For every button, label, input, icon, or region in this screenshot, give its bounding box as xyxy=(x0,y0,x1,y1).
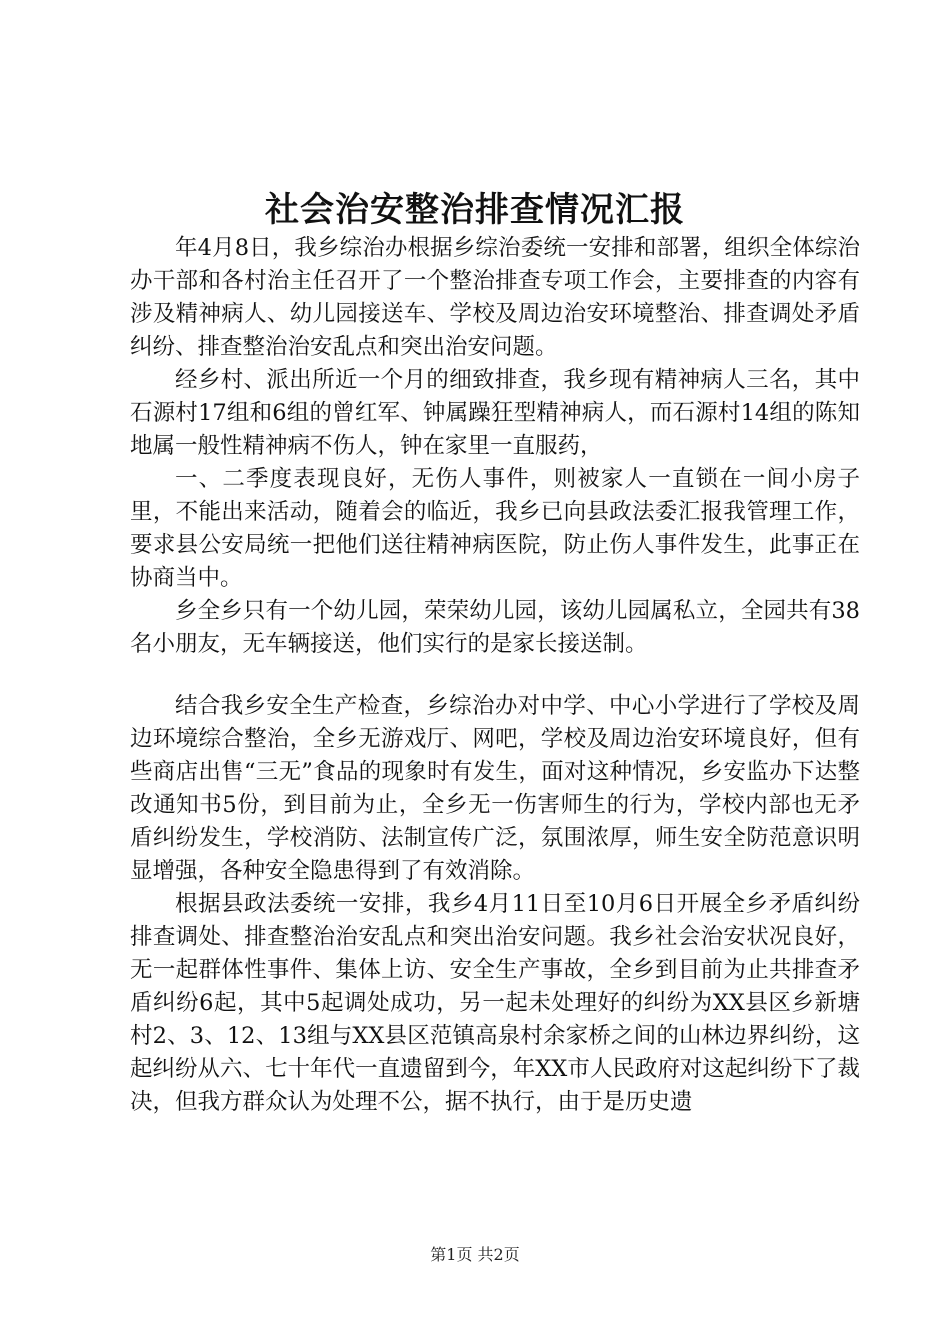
document-title: 社会治安整治排查情况汇报 xyxy=(265,190,685,230)
paragraph-6: 根据县政法委统一安排，我乡4月11日至10月6日开展全乡矛盾纠纷排查调处、排查整治治安乱点和突出治安问题。我乡社会治安状况良好，无一起群体性事件、集体上访、安全生产事故，全乡到目前为止共排查矛盾纠纷6起，其中5起调处成功，另一起未处理好的纠纷为XX县区乡新塘村2、3、12、13组与XX县区范镇高泉村余家桥之间的山林边界纠纷，这起纠纷从六、七十年代一直遗留到今，年XX市人民政府对这起纠纷下了裁决，但我方群众认为处理不公，据不执行，由于是历史遗 xyxy=(130,891,860,1115)
page-footer: 第1页 共2页 xyxy=(430,1245,520,1264)
paragraph-4: 乡全乡只有一个幼儿园，荣荣幼儿园，该幼儿园属私立，全园共有38名小朋友，无车辆接送，他们实行的是家长接送制。 xyxy=(130,598,860,657)
document-body xyxy=(130,232,860,1119)
paragraph-2: 经乡村、派出所近一个月的细致排查，我乡现有精神病人三名，其中石源村17组和6组的曾红军、钟属躁狂型精神病人，而石源村14组的陈知地属一般性精神病不伤人，钟在家里一直服药， xyxy=(130,367,860,459)
paragraph-1: 年4月8日，我乡综治办根据乡综治委统一安排和部署，组织全体综治办干部和各村治主任召开了一个整治排查专项工作会，主要排查的内容有涉及精神病人、幼儿园接送车、学校及周边治安环境整治、排查调处矛盾纠纷、排查整治治安乱点和突出治安问题。 xyxy=(130,235,860,360)
paragraph-5: 结合我乡安全生产检查，乡综治办对中学、中心小学进行了学校及周边环境综合整治，全乡无游戏厅、网吧，学校及周边治安环境良好，但有些商店出售“三无”食品的现象时有发生，面对这种情况，乡安监办下达整改通知书5份，到目前为止，全乡无一伤害师生的行为，学校内部也无矛盾纠纷发生，学校消防、法制宣传广泛，氛围浓厚，师生安全防范意识明显增强，各种安全隐患得到了有效消除。 xyxy=(130,693,860,884)
paragraph-3: 一、二季度表现良好，无伤人事件，则被家人一直锁在一间小房子里，不能出来活动，随着会的临近，我乡已向县政法委汇报我管理工作，要求县公安局统一把他们送往精神病医院，防止伤人事件发生，此事正在协商当中。 xyxy=(130,466,860,591)
